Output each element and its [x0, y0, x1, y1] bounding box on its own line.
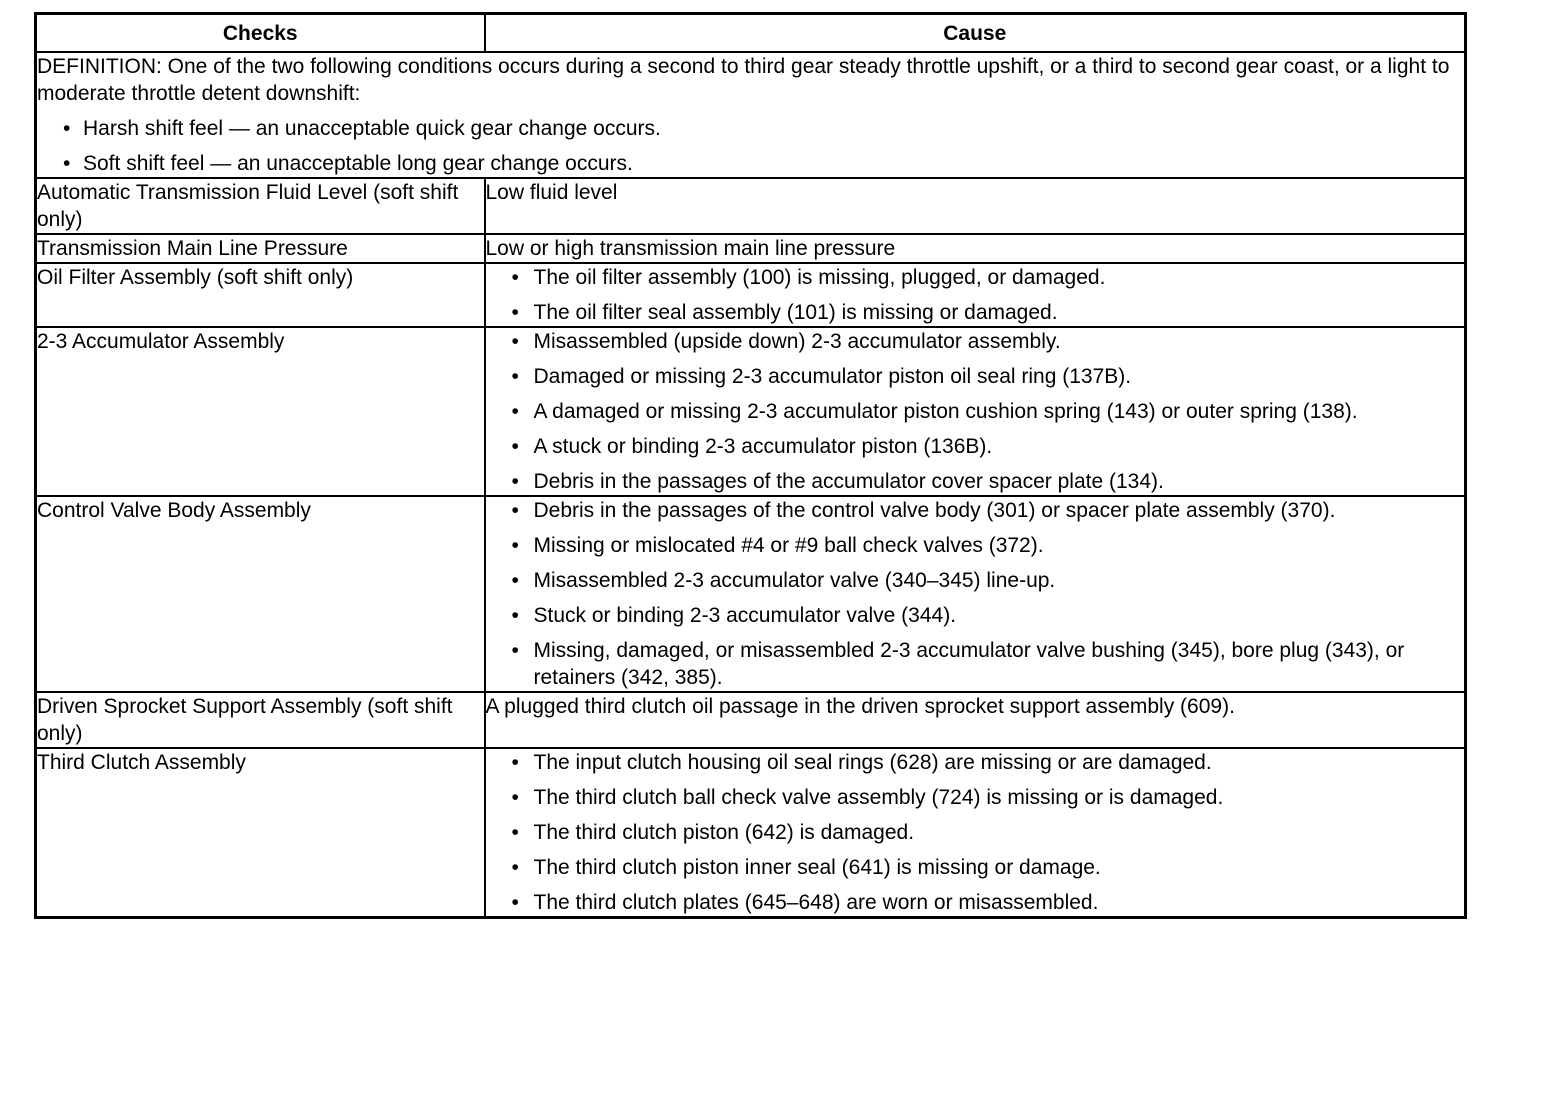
cause-item: • The oil filter seal assembly (101) is missing or damaged.: [486, 299, 1465, 326]
cause-cell: [485, 496, 1466, 692]
table-row: [36, 327, 1466, 496]
cause-item: • Misassembled 2-3 accumulator valve (340–345) line-up.: [486, 567, 1465, 594]
table-row: [36, 748, 1466, 918]
diagnostic-table: [34, 12, 1467, 919]
cause-item: • Damaged or missing 2-3 accumulator piston oil seal ring (137B).: [486, 363, 1465, 390]
cause-item: • A damaged or missing 2-3 accumulator piston cushion spring (143) or outer spring (138).: [486, 398, 1465, 425]
header-checks: Checks: [36, 14, 485, 53]
cause-item: • Stuck or binding 2-3 accumulator valve (344).: [486, 602, 1465, 629]
cause-text: Low or high transmission main line pressure: [485, 237, 896, 260]
cause-item: • A stuck or binding 2-3 accumulator piston (136B).: [486, 433, 1465, 460]
cause-item: • Missing, damaged, or misassembled 2-3 accumulator valve bushing (345), bore plug (343), or retainers (342, 385).: [486, 637, 1465, 691]
definition-text: DEFINITION: One of the two following conditions occurs during a second to third gear steady throttle upshift, or a third to second gear coast, or a light to moderate throttle detent downshift:: [37, 55, 1450, 105]
check-cell: Control Valve Body Assembly: [36, 496, 485, 692]
cause-item: • The input clutch housing oil seal rings (628) are missing or are damaged.: [486, 749, 1465, 776]
cause-item: • The third clutch piston (642) is damaged.: [486, 819, 1465, 846]
table-row: [36, 263, 1466, 327]
table-row: [36, 234, 1466, 263]
cause-list: [486, 264, 1465, 326]
cause-text: Low fluid level: [485, 181, 618, 204]
cause-item: • The third clutch ball check valve assembly (724) is missing or is damaged.: [486, 784, 1465, 811]
cause-item: • Missing or mislocated #4 or #9 ball check valves (372).: [486, 532, 1465, 559]
definition-row: [36, 52, 1466, 178]
table-row: [36, 496, 1466, 692]
cause-item: • The oil filter assembly (100) is missing, plugged, or damaged.: [486, 264, 1465, 291]
cause-cell: [485, 178, 1466, 234]
cause-list: [486, 328, 1465, 495]
definition-bullets: [37, 115, 1464, 177]
check-cell: Transmission Main Line Pressure: [36, 234, 485, 263]
definition-cell: [36, 52, 1466, 178]
check-cell: 2-3 Accumulator Assembly: [36, 327, 485, 496]
check-cell: Driven Sprocket Support Assembly (soft shift only): [36, 692, 485, 748]
cause-item: • Misassembled (upside down) 2-3 accumulator assembly.: [486, 328, 1465, 355]
table-row: [36, 692, 1466, 748]
cause-cell: [485, 327, 1466, 496]
cause-text: A plugged third clutch oil passage in the driven sprocket support assembly (609).: [485, 695, 1235, 718]
cause-cell: [485, 692, 1466, 748]
cause-cell: [485, 748, 1466, 918]
cause-item: • Debris in the passages of the control valve body (301) or spacer plate assembly (370).: [486, 497, 1465, 524]
cause-cell: [485, 263, 1466, 327]
cause-item: • Debris in the passages of the accumulator cover spacer plate (134).: [486, 468, 1465, 495]
table-header-row: [36, 14, 1466, 53]
check-cell: Automatic Transmission Fluid Level (soft shift only): [36, 178, 485, 234]
cause-list: [486, 497, 1465, 691]
definition-bullet: • Soft shift feel — an unacceptable long gear change occurs.: [37, 150, 1464, 177]
table-row: [36, 178, 1466, 234]
cause-list: [486, 749, 1465, 916]
cause-cell: [485, 234, 1466, 263]
cause-item: • The third clutch piston inner seal (641) is missing or damage.: [486, 854, 1465, 881]
definition-bullet: • Harsh shift feel — an unacceptable quick gear change occurs.: [37, 115, 1464, 142]
check-cell: Third Clutch Assembly: [36, 748, 485, 918]
cause-item: • The third clutch plates (645–648) are worn or misassembled.: [486, 889, 1465, 916]
check-cell: Oil Filter Assembly (soft shift only): [36, 263, 485, 327]
header-cause: Cause: [485, 14, 1466, 53]
